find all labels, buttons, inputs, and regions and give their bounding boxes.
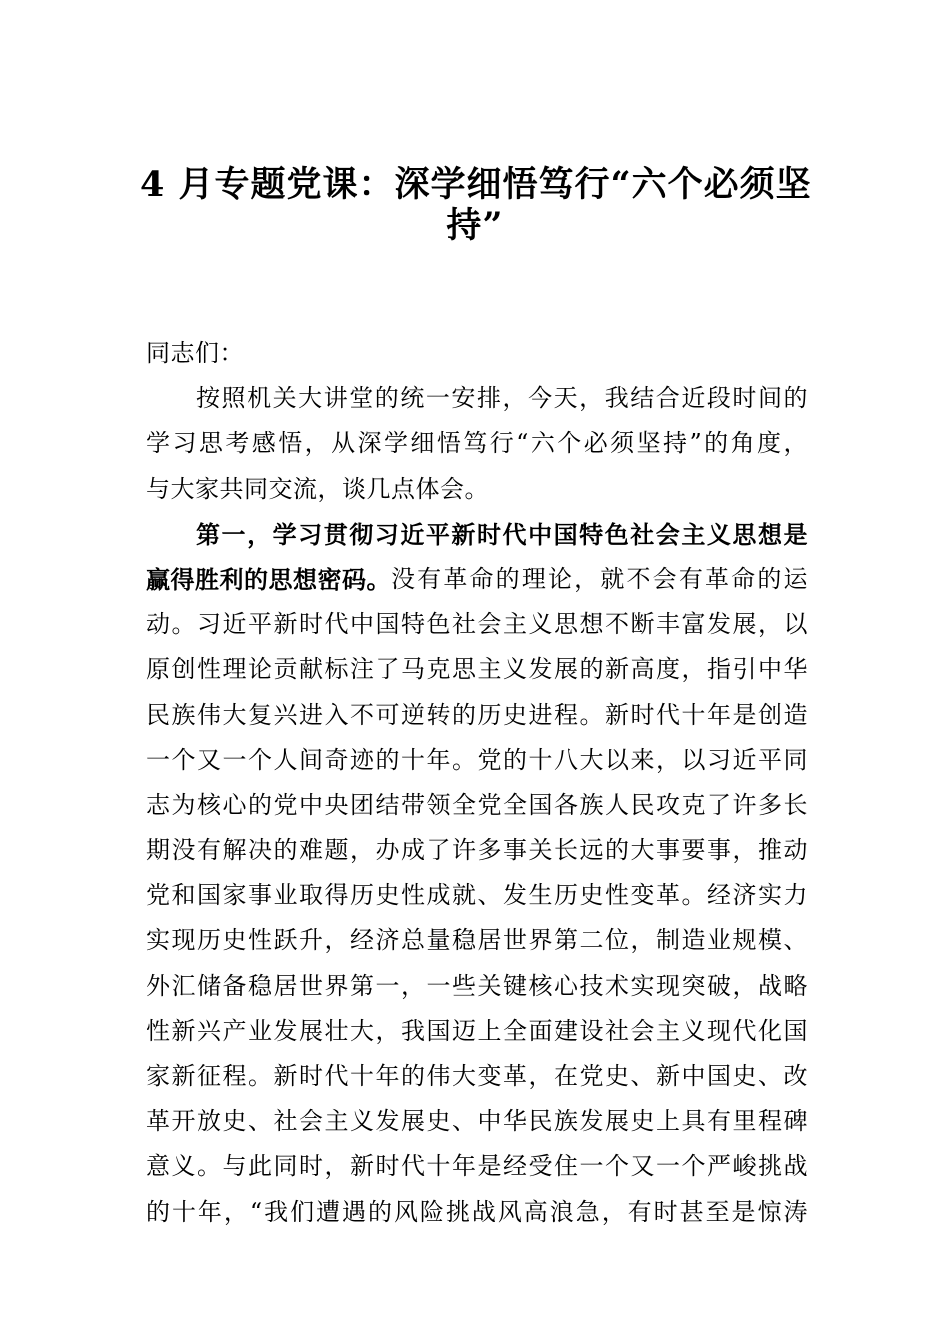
paragraph-line: 一个又一个人间奇迹的十年。党的十八大以来，以习近平同 — [146, 745, 808, 774]
paragraph-line: 动。习近平新时代中国特色社会主义思想不断丰富发展，以 — [146, 610, 808, 639]
paragraph-line: 志为核心的党中央团结带领全党全国各族人民攻克了许多长 — [146, 790, 808, 819]
paragraph-line: 按照机关大讲堂的统一安排，今天，我结合近段时间的 — [196, 384, 808, 413]
document-body — [146, 331, 808, 1235]
paragraph-line: 与大家共同交流，谈几点体会。 — [146, 474, 489, 503]
paragraph-line: 家新征程。新时代十年的伟大变革，在党史、新中国史、改 — [146, 1062, 808, 1090]
paragraph-line: 实现历史性跃升，经济总量稳居世界第二位，制造业规模、 — [146, 926, 808, 955]
paragraph-line: 期没有解决的难题，办成了许多事关长远的大事要事，推动 — [146, 836, 808, 865]
paragraph-line: 性新兴产业发展壮大，我国迈上全面建设社会主义现代化国 — [146, 1016, 808, 1045]
salutation: 同志们： — [146, 339, 244, 367]
paragraph-line: 学习思考感悟，从深学细悟笃行“六个必须坚持”的角度， — [146, 429, 808, 458]
paragraph-line: 的十年，“我们遭遇的风险挑战风高浪急，有时甚至是惊涛 — [146, 1197, 808, 1226]
paragraph-line: 党和国家事业取得历史性成就、发生历史性变革。经济实力 — [146, 881, 808, 910]
section-heading-tail: 赢得胜利的思想密码。 — [146, 564, 391, 594]
paragraph-line: 民族伟大复兴进入不可逆转的历史进程。新时代十年是创造 — [146, 700, 808, 729]
paragraph-line: 革开放史、社会主义发展史、中华民族发展史上具有里程碑 — [146, 1107, 808, 1136]
paragraph-first-point — [146, 512, 808, 1235]
paragraph-line: 意义。与此同时，新时代十年是经受住一个又一个严峻挑战 — [146, 1152, 808, 1181]
document-title-line-1: 4 月专题党课：深学细悟笃行“六个必须坚 — [140, 164, 812, 205]
paragraph-line: 外汇储备稳居世界第一，一些关键核心技术实现突破，战略 — [146, 971, 808, 1000]
paragraph-line — [146, 557, 808, 602]
paragraph-line: 原创性理论贡献标注了马克思主义发展的新高度，指引中华 — [146, 655, 808, 684]
paragraph-intro — [146, 376, 808, 512]
paragraph-text: 没有革命的理论，就不会有革命的运 — [391, 564, 808, 593]
document-title-line-2: 持” — [446, 205, 504, 246]
section-heading-line: 第一，学习贯彻习近平新时代中国特色社会主义思想是 — [196, 519, 808, 549]
